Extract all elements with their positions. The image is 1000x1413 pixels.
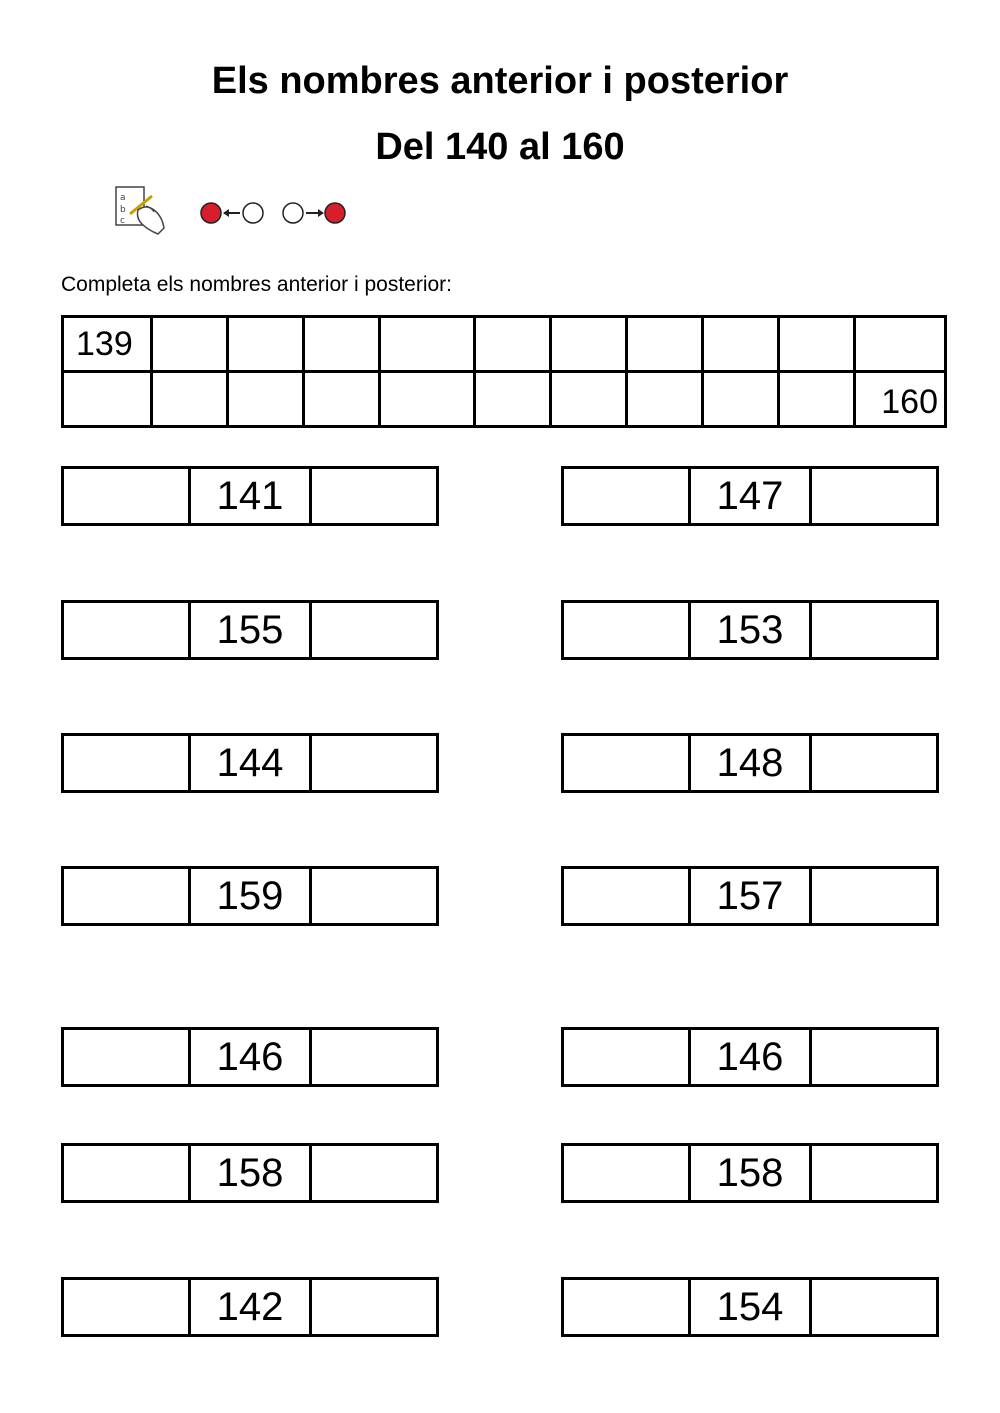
next-number-input[interactable] <box>812 603 936 657</box>
next-number-input[interactable] <box>812 1030 936 1084</box>
exercise-row <box>61 1277 439 1337</box>
page-subtitle: Del 140 al 160 <box>375 126 625 168</box>
previous-number-icon <box>198 200 268 226</box>
grid-cell[interactable] <box>304 317 380 372</box>
grid-cell[interactable]: 160 <box>855 372 946 427</box>
next-number-input[interactable] <box>312 1030 436 1084</box>
instruction-text: Completa els nombres anterior i posterior: <box>61 273 453 296</box>
exercise-row <box>561 1277 939 1337</box>
exercise-row <box>561 466 939 526</box>
grid-row <box>63 317 946 372</box>
next-number-input[interactable] <box>812 1280 936 1334</box>
next-number-icon <box>280 200 350 226</box>
grid-cell[interactable] <box>779 317 855 372</box>
given-number: 144 <box>188 736 312 790</box>
previous-number-input[interactable] <box>564 736 688 790</box>
svg-text:a: a <box>120 193 126 203</box>
next-number-input[interactable] <box>312 1146 436 1200</box>
given-number: 158 <box>188 1146 312 1200</box>
given-number: 142 <box>188 1280 312 1334</box>
given-number: 159 <box>188 869 312 923</box>
given-number: 157 <box>688 869 812 923</box>
next-number-input[interactable] <box>312 736 436 790</box>
grid-cell[interactable] <box>475 372 551 427</box>
given-number: 155 <box>188 603 312 657</box>
exercise-row <box>61 866 439 926</box>
next-number-input[interactable] <box>312 469 436 523</box>
grid-cell[interactable] <box>703 372 779 427</box>
grid-cell[interactable] <box>779 372 855 427</box>
previous-number-input[interactable] <box>64 469 188 523</box>
grid-cell[interactable] <box>551 317 627 372</box>
given-number: 147 <box>688 469 812 523</box>
exercise-row <box>561 1027 939 1087</box>
exercise-row <box>561 733 939 793</box>
next-number-input[interactable] <box>312 1280 436 1334</box>
previous-number-input[interactable] <box>564 1280 688 1334</box>
exercise-row <box>61 1027 439 1087</box>
previous-number-input[interactable] <box>564 1146 688 1200</box>
exercise-row <box>61 466 439 526</box>
previous-number-input[interactable] <box>564 469 688 523</box>
previous-number-input[interactable] <box>564 1030 688 1084</box>
previous-number-input[interactable] <box>564 869 688 923</box>
given-number: 146 <box>188 1030 312 1084</box>
next-number-input[interactable] <box>312 869 436 923</box>
previous-number-input[interactable] <box>64 869 188 923</box>
grid-cell[interactable] <box>152 317 228 372</box>
next-number-input[interactable] <box>312 603 436 657</box>
number-grid <box>61 315 947 428</box>
exercise-row <box>561 600 939 660</box>
next-number-input[interactable] <box>812 736 936 790</box>
grid-cell[interactable] <box>380 317 475 372</box>
grid-cell[interactable] <box>152 372 228 427</box>
grid-cell[interactable]: 139 <box>63 317 152 372</box>
exercise-row <box>561 866 939 926</box>
writing-hand-icon <box>112 184 170 236</box>
exercise-row <box>61 600 439 660</box>
grid-cell[interactable] <box>228 317 304 372</box>
given-number: 146 <box>688 1030 812 1084</box>
previous-number-input[interactable] <box>64 1146 188 1200</box>
previous-number-input[interactable] <box>64 1280 188 1334</box>
previous-number-input[interactable] <box>64 736 188 790</box>
grid-cell[interactable] <box>304 372 380 427</box>
grid-cell[interactable] <box>63 372 152 427</box>
svg-text:b: b <box>120 205 126 215</box>
next-number-input[interactable] <box>812 869 936 923</box>
next-number-input[interactable] <box>812 469 936 523</box>
previous-number-input[interactable] <box>64 1030 188 1084</box>
grid-cell[interactable] <box>475 317 551 372</box>
grid-cell[interactable] <box>855 317 946 372</box>
given-number: 141 <box>188 469 312 523</box>
grid-row <box>63 372 946 427</box>
given-number: 154 <box>688 1280 812 1334</box>
exercise-row <box>61 1143 439 1203</box>
grid-cell[interactable] <box>703 317 779 372</box>
previous-number-input[interactable] <box>64 603 188 657</box>
grid-cell[interactable] <box>627 372 703 427</box>
svg-text:c: c <box>120 216 125 226</box>
page-title: Els nombres anterior i posterior <box>211 60 789 102</box>
previous-number-input[interactable] <box>564 603 688 657</box>
given-number: 158 <box>688 1146 812 1200</box>
grid-cell[interactable] <box>627 317 703 372</box>
next-number-input[interactable] <box>812 1146 936 1200</box>
given-number: 148 <box>688 736 812 790</box>
exercise-row <box>61 733 439 793</box>
grid-cell[interactable] <box>380 372 475 427</box>
given-number: 153 <box>688 603 812 657</box>
exercise-row <box>561 1143 939 1203</box>
grid-cell[interactable] <box>551 372 627 427</box>
grid-cell[interactable] <box>228 372 304 427</box>
